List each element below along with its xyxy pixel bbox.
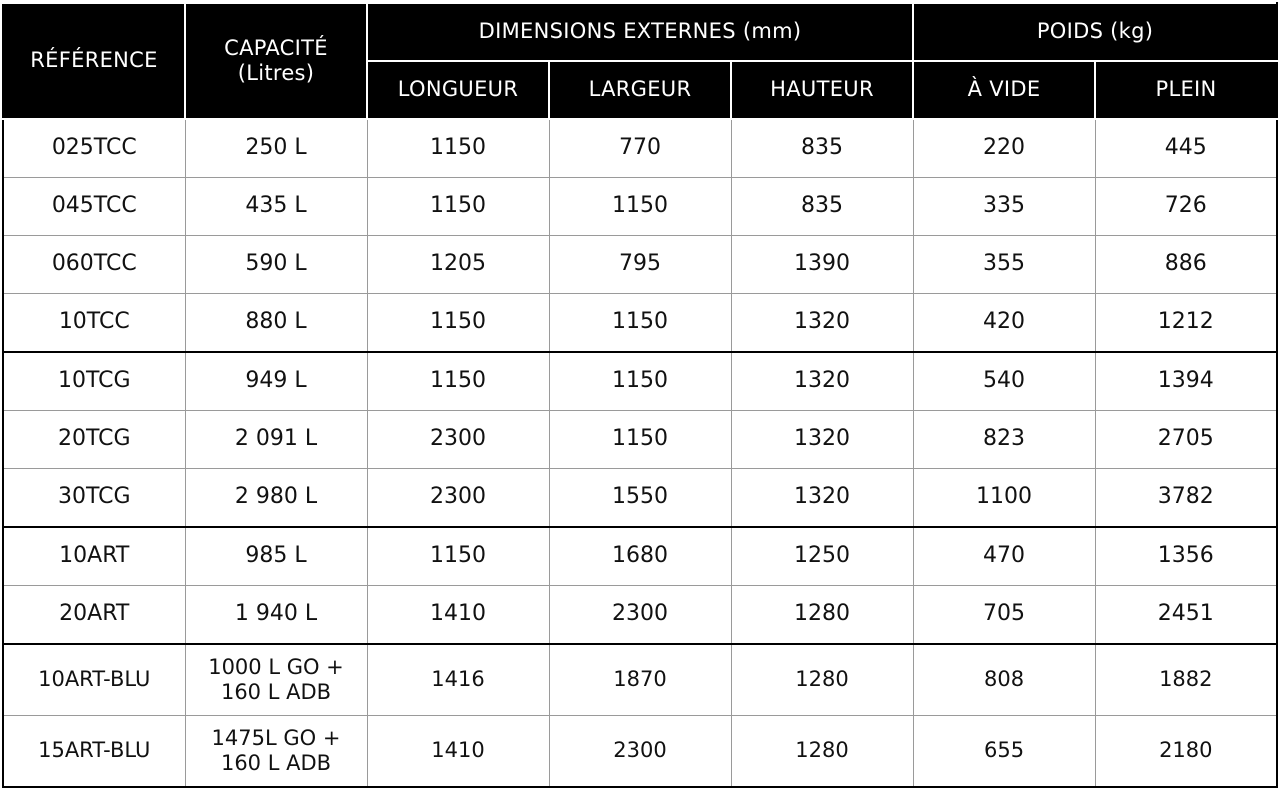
cell-reference: 10TCC [3, 294, 185, 353]
cell-width: 1150 [549, 411, 731, 469]
cell-empty-weight: 335 [913, 178, 1095, 236]
cell-length: 1416 [367, 644, 549, 716]
cell-full-weight: 2451 [1095, 586, 1277, 645]
spec-table [2, 2, 1278, 788]
table-row [3, 586, 1277, 645]
cell-width: 1870 [549, 644, 731, 716]
cell-height: 835 [731, 178, 913, 236]
cell-height: 1320 [731, 469, 913, 528]
cell-width: 1150 [549, 178, 731, 236]
header-capacity [185, 3, 367, 119]
table-row [3, 352, 1277, 411]
header-height: HAUTEUR [731, 61, 913, 119]
cell-length: 1205 [367, 236, 549, 294]
cell-empty-weight: 355 [913, 236, 1095, 294]
header-capacity-title: CAPACITÉ [224, 35, 328, 60]
cell-width: 2300 [549, 716, 731, 788]
cell-width: 1550 [549, 469, 731, 528]
header-width: LARGEUR [549, 61, 731, 119]
cell-full-weight: 1882 [1095, 644, 1277, 716]
cell-reference: 10ART-BLU [3, 644, 185, 716]
cell-reference: 15ART-BLU [3, 716, 185, 788]
cell-full-weight: 3782 [1095, 469, 1277, 528]
cell-length: 1150 [367, 119, 549, 178]
cell-capacity: 985 L [185, 527, 367, 586]
cell-length: 1410 [367, 586, 549, 645]
cell-reference: 10ART [3, 527, 185, 586]
cell-width: 795 [549, 236, 731, 294]
cell-capacity: 1 940 L [185, 586, 367, 645]
cell-full-weight: 1356 [1095, 527, 1277, 586]
cell-capacity: 250 L [185, 119, 367, 178]
table-row [3, 716, 1277, 788]
cell-reference: 10TCG [3, 352, 185, 411]
cell-reference: 045TCC [3, 178, 185, 236]
cell-capacity-line: 1475L GO + [211, 725, 341, 750]
cell-width: 1680 [549, 527, 731, 586]
cell-height: 1320 [731, 294, 913, 353]
cell-empty-weight: 808 [913, 644, 1095, 716]
header-dimensions: DIMENSIONS EXTERNES (mm) [367, 3, 913, 61]
cell-empty-weight: 705 [913, 586, 1095, 645]
cell-full-weight: 445 [1095, 119, 1277, 178]
cell-capacity: 590 L [185, 236, 367, 294]
spec-table-container [2, 2, 1276, 786]
cell-empty-weight: 1100 [913, 469, 1095, 528]
header-empty: À VIDE [913, 61, 1095, 119]
cell-full-weight: 2180 [1095, 716, 1277, 788]
cell-width: 2300 [549, 586, 731, 645]
cell-capacity: 2 091 L [185, 411, 367, 469]
cell-length: 2300 [367, 411, 549, 469]
cell-height: 1280 [731, 644, 913, 716]
cell-height: 1280 [731, 586, 913, 645]
cell-length: 1150 [367, 527, 549, 586]
cell-capacity [185, 644, 367, 716]
cell-full-weight: 726 [1095, 178, 1277, 236]
header-length: LONGUEUR [367, 61, 549, 119]
cell-full-weight: 1394 [1095, 352, 1277, 411]
cell-height: 1320 [731, 352, 913, 411]
cell-length: 1150 [367, 352, 549, 411]
cell-length: 1150 [367, 294, 549, 353]
cell-full-weight: 886 [1095, 236, 1277, 294]
cell-empty-weight: 540 [913, 352, 1095, 411]
table-row [3, 119, 1277, 178]
cell-length: 2300 [367, 469, 549, 528]
table-row [3, 236, 1277, 294]
cell-capacity: 949 L [185, 352, 367, 411]
cell-length: 1150 [367, 178, 549, 236]
table-body [3, 119, 1277, 787]
table-row [3, 411, 1277, 469]
cell-height: 1320 [731, 411, 913, 469]
cell-capacity: 435 L [185, 178, 367, 236]
cell-width: 1150 [549, 352, 731, 411]
cell-reference: 060TCC [3, 236, 185, 294]
cell-capacity: 2 980 L [185, 469, 367, 528]
cell-reference: 30TCG [3, 469, 185, 528]
table-row [3, 294, 1277, 353]
cell-length: 1410 [367, 716, 549, 788]
cell-capacity-line: 160 L ADB [220, 680, 332, 704]
cell-full-weight: 2705 [1095, 411, 1277, 469]
header-capacity-unit: (Litres) [237, 61, 315, 85]
cell-capacity [185, 716, 367, 788]
cell-reference: 20TCG [3, 411, 185, 469]
header-full: PLEIN [1095, 61, 1277, 119]
cell-height: 1250 [731, 527, 913, 586]
cell-width: 770 [549, 119, 731, 178]
header-reference: RÉFÉRENCE [3, 3, 185, 119]
table-row [3, 469, 1277, 528]
cell-empty-weight: 420 [913, 294, 1095, 353]
cell-height: 1280 [731, 716, 913, 788]
table-row [3, 644, 1277, 716]
cell-full-weight: 1212 [1095, 294, 1277, 353]
cell-reference: 025TCC [3, 119, 185, 178]
cell-height: 1390 [731, 236, 913, 294]
cell-capacity-line: 1000 L GO + [208, 654, 344, 679]
cell-capacity: 880 L [185, 294, 367, 353]
table-row [3, 527, 1277, 586]
cell-capacity-line: 160 L ADB [220, 751, 332, 775]
cell-empty-weight: 220 [913, 119, 1095, 178]
cell-empty-weight: 470 [913, 527, 1095, 586]
cell-empty-weight: 823 [913, 411, 1095, 469]
table-row [3, 178, 1277, 236]
cell-empty-weight: 655 [913, 716, 1095, 788]
header-weight: POIDS (kg) [913, 3, 1277, 61]
cell-height: 835 [731, 119, 913, 178]
cell-reference: 20ART [3, 586, 185, 645]
cell-width: 1150 [549, 294, 731, 353]
table-header [3, 3, 1277, 119]
